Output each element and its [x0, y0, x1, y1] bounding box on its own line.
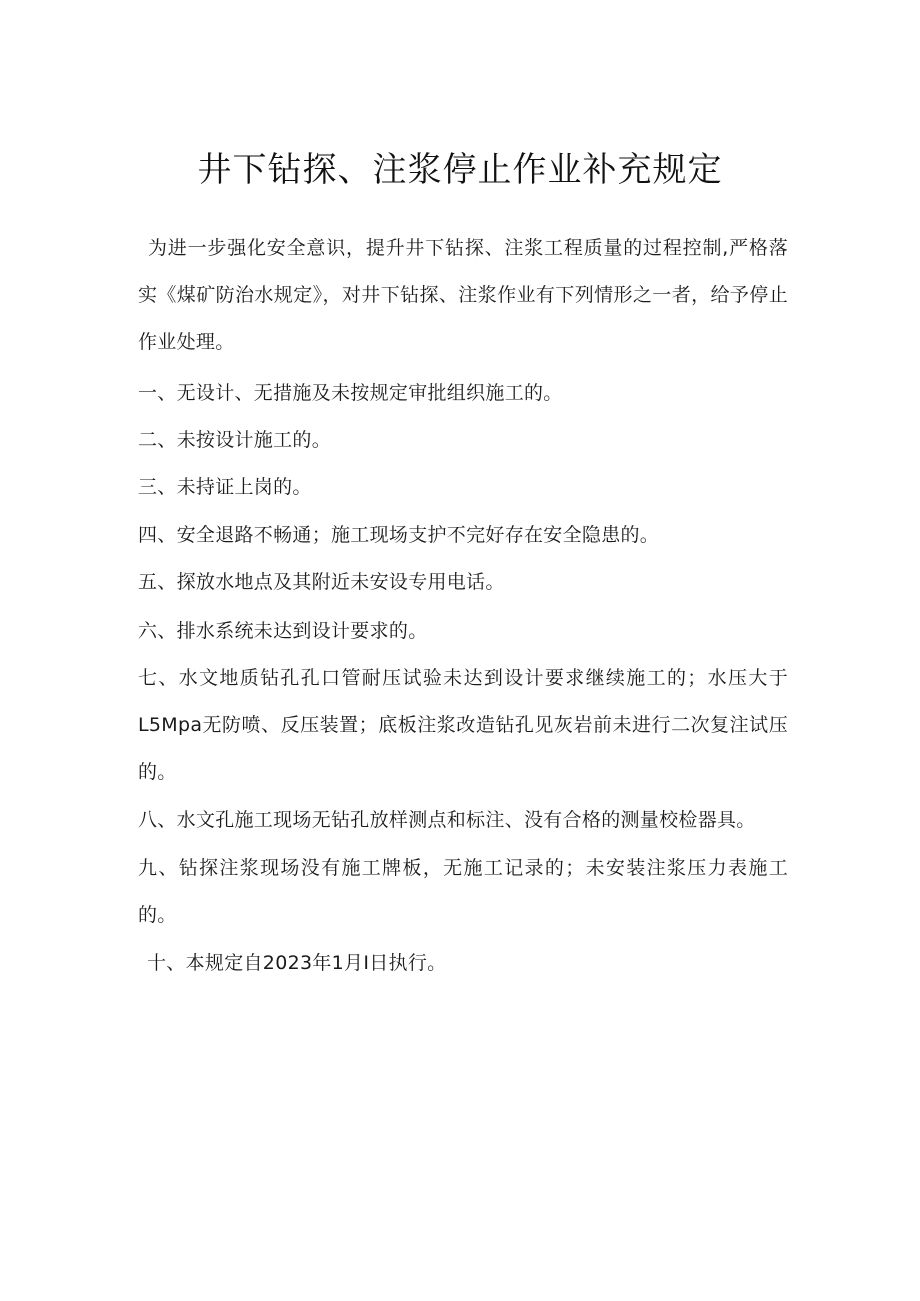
- rule-item-5: 五、探放水地点及其附近未安设专用电话。: [138, 571, 505, 593]
- rule-item-4: 四、安全退路不畅通；施工现场支护不完好存在安全隐患的。: [138, 524, 660, 546]
- rule-item-10: 十、本规定自2023年1月I日执行。: [147, 952, 447, 974]
- rule-item-9: 九、钻探注浆现场没有施工牌板，无施工记录的；未安装注浆压力表施工的。: [138, 857, 788, 926]
- rule-item-7: 七、水文地质钻孔孔口管耐压试验未达到设计要求继续施工的；水压大于L5Mpa无防喷、反压装置；底板注浆改造钻孔见灰岩前未进行二次复注试压的。: [138, 667, 788, 783]
- rule-item-1: 一、无设计、无措施及未按规定审批组织施工的。: [138, 382, 563, 404]
- intro-paragraph: 为进一步强化安全意识，提升井下钻探、注浆工程质量的过程控制,严格落实《煤矿防治水规定》，对井下钻探、注浆作业有下列情形之一者，给予停止作业处理。: [138, 237, 788, 353]
- document-title: 井下钻探、注浆停止作业补充规定: [197, 150, 723, 190]
- rule-item-3: 三、未持证上岗的。: [138, 476, 312, 498]
- rule-item-6: 六、排水系统未达到设计要求的。: [138, 620, 428, 642]
- rule-item-2: 二、未按设计施工的。: [138, 429, 332, 451]
- rule-item-8: 八、水文孔施工现场无钻孔放样测点和标注、没有合格的测量校检器具。: [138, 809, 756, 831]
